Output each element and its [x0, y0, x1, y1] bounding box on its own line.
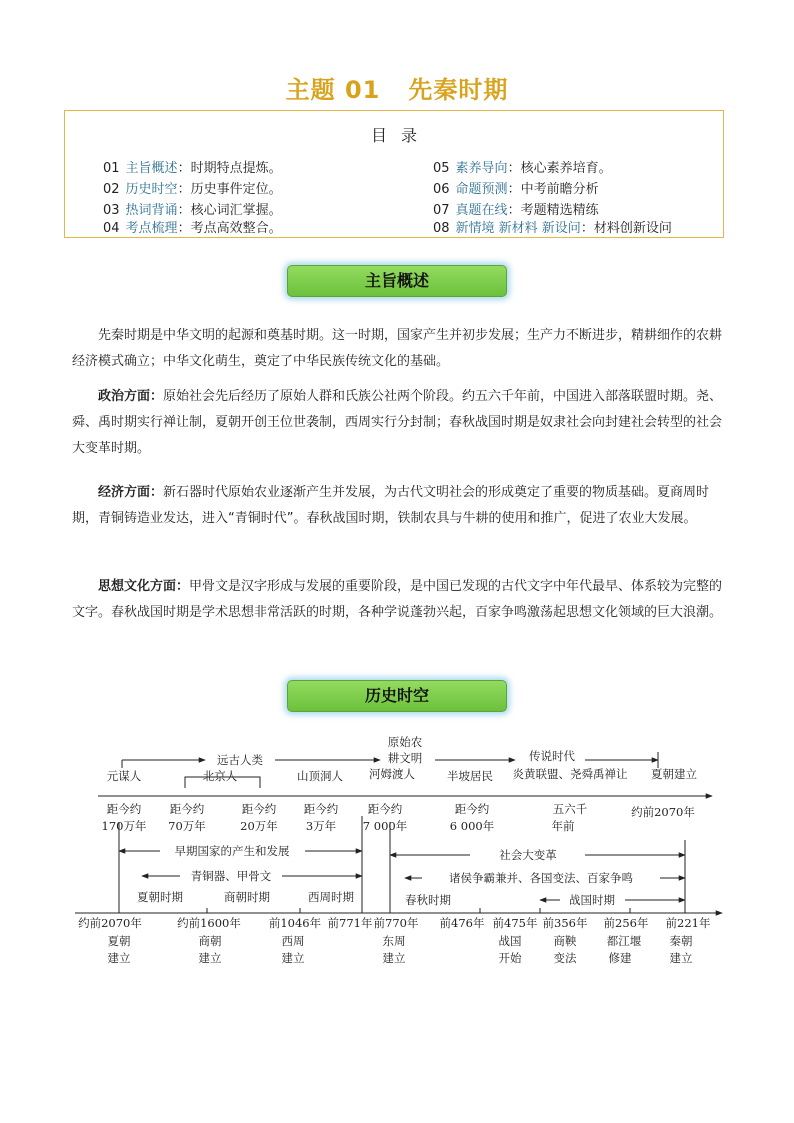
- event-beijing: 北京人: [202, 769, 238, 783]
- lower-event-l2: 修建: [608, 951, 632, 965]
- lower-event-l2: 变法: [553, 951, 577, 965]
- table-of-contents: [64, 110, 724, 238]
- culture-label: 思想文化方面：: [98, 579, 190, 594]
- toc-desc: ：核心素养培育。: [507, 161, 612, 176]
- lower-event-l2: 建立: [198, 951, 222, 965]
- toc-num: 03: [103, 203, 120, 218]
- page-title: [0, 70, 794, 105]
- toc-num: 01: [103, 161, 120, 176]
- lower-date: 约前2070年: [78, 916, 142, 930]
- upper-date-l1: 距今约: [367, 802, 403, 816]
- lower-date: 前1046年: [268, 916, 322, 930]
- period-western-zhou: 西周时期: [308, 890, 354, 904]
- lower-event-l2: 建立: [669, 951, 693, 965]
- lower-event-l1: 秦朝: [669, 934, 693, 948]
- lower-event-l1: 东周: [382, 934, 406, 948]
- upper-date-l2: 7 000年: [362, 819, 408, 833]
- toc-topic: 历史时空: [125, 182, 178, 197]
- overview-culture: [72, 574, 724, 626]
- event-shanding: 山顶洞人: [297, 769, 343, 783]
- lower-event-l1: 西周: [281, 934, 305, 948]
- lower-event-l1: 都江堰: [606, 934, 642, 948]
- label-primitive-farming-2: 耕文明: [387, 751, 423, 765]
- label-social-change: 社会大变革: [499, 848, 557, 862]
- upper-date-l1: 距今约: [303, 802, 339, 816]
- toc-topic: 命题预测: [455, 182, 508, 197]
- toc-desc: ：时期特点提炼。: [177, 161, 282, 176]
- overview-intro: 先秦时期是中华文明的起源和奠基时期。这一时期，国家产生并初步发展；生产力不断进步，精耕细作的农耕经济模式确立；中华文化萌生，奠定了中华民族传统文化的基础。: [72, 328, 723, 369]
- upper-date-l2: 70万年: [168, 819, 206, 833]
- toc-num: 08: [433, 221, 450, 236]
- lower-event-l1: 商朝: [198, 934, 222, 948]
- event-xia-founded: 夏朝建立: [651, 767, 697, 781]
- toc-desc: ：中考前瞻分析: [507, 182, 599, 197]
- label-bronze-oracle: 青铜器、甲骨文: [190, 869, 272, 883]
- upper-date-l1: 距今约: [169, 802, 205, 816]
- toc-topic: 真题在线: [455, 203, 508, 218]
- toc-item-03[interactable]: [103, 199, 282, 218]
- toc-num: 05: [433, 161, 450, 176]
- politics-label: 政治方面：: [98, 389, 164, 404]
- upper-date-l2: 6 000年: [449, 819, 495, 833]
- lower-event-l2: 开始: [498, 951, 522, 965]
- lower-date: 前356年: [542, 916, 588, 930]
- toc-num: 04: [103, 221, 120, 236]
- title-prefix: 主题 01: [285, 76, 381, 104]
- upper-date-l2: 3万年: [305, 819, 337, 833]
- section-header-overview: 主旨概述: [287, 265, 507, 297]
- toc-num: 06: [433, 182, 450, 197]
- upper-date-l1: 距今约: [454, 802, 490, 816]
- lower-date: 前771年: [327, 916, 373, 930]
- toc-num: 02: [103, 182, 120, 197]
- toc-item-06[interactable]: [433, 178, 599, 197]
- lower-date: 前476年: [439, 916, 485, 930]
- toc-desc: ：核心词汇掌握。: [177, 203, 282, 218]
- period-xia: 夏朝时期: [137, 890, 183, 904]
- lower-date: 前256年: [603, 916, 649, 930]
- lower-date: 约前1600年: [177, 916, 241, 930]
- upper-date-l2: 年前: [551, 819, 575, 833]
- section-header-timespace: 历史时空: [287, 680, 507, 712]
- economy-label: 经济方面：: [98, 485, 164, 500]
- label-legend-era: 传说时代: [529, 749, 575, 763]
- period-spring-autumn: 春秋时期: [405, 893, 451, 907]
- toc-num: 07: [433, 203, 450, 218]
- toc-topic: 主旨概述: [125, 161, 178, 176]
- lower-event-l2: 建立: [281, 951, 305, 965]
- label-hegemony: 诸侯争霸兼并、各国变法、百家争鸣: [449, 871, 633, 885]
- lower-date: 前770年: [373, 916, 419, 930]
- event-yuanmou: 元谋人: [106, 769, 142, 783]
- event-banpo: 半坡居民: [447, 769, 493, 783]
- toc-item-01[interactable]: [103, 157, 282, 176]
- label-early-states: 早期国家的产生和发展: [174, 844, 290, 858]
- upper-date-l1: 距今约: [241, 802, 277, 816]
- toc-topic: 新情境 新材料 新设问: [455, 221, 581, 236]
- lower-date: 前475年: [492, 916, 538, 930]
- toc-desc: ：考题精选精练: [507, 203, 599, 218]
- event-hemudu: 河姆渡人: [369, 767, 415, 781]
- toc-heading: 目录: [370, 126, 431, 145]
- toc-topic: 热词背诵: [125, 203, 178, 218]
- toc-item-07[interactable]: [433, 199, 599, 218]
- period-shang: 商朝时期: [224, 890, 270, 904]
- toc-desc: ：材料创新设问: [580, 221, 672, 236]
- lower-event-l1: 商鞅: [553, 934, 577, 948]
- label-ancient-humans: 远古人类: [217, 753, 263, 767]
- upper-date-l2: 170万年: [101, 819, 147, 833]
- history-timeline: [0, 730, 794, 975]
- toc-item-05[interactable]: [433, 157, 612, 176]
- lower-date: 前221年: [665, 916, 711, 930]
- upper-date-l1: 距今约: [106, 802, 142, 816]
- toc-topic: 考点梳理: [125, 221, 178, 236]
- toc-item-02[interactable]: [103, 178, 282, 197]
- toc-topic: 素养导向: [455, 161, 508, 176]
- toc-item-04[interactable]: [103, 217, 282, 236]
- upper-date-l2: 20万年: [240, 819, 278, 833]
- title-name: 先秦时期: [408, 76, 509, 104]
- politics-text: 原始社会先后经历了原始人群和氏族公社两个阶段。约五六千年前，中国进入部落联盟时期。尧、舜、禹时期实行禅让制，夏朝开创王位世袭制，西周实行分封制；春秋战国时期是奴隶社会向封建社会转型的社会大变革时期。: [72, 389, 723, 456]
- lower-event-l1: 战国: [498, 934, 522, 948]
- label-primitive-farming-1: 原始农: [387, 735, 423, 749]
- lower-event-l1: 夏朝: [107, 934, 131, 948]
- toc-desc: ：历史事件定位。: [177, 182, 282, 197]
- upper-date-l1: 五六千: [552, 802, 588, 816]
- lower-event-l2: 建立: [107, 951, 131, 965]
- toc-item-08[interactable]: [433, 217, 672, 236]
- lower-event-l2: 建立: [382, 951, 406, 965]
- overview-politics: [72, 384, 724, 462]
- culture-text: 甲骨文是汉字形成与发展的重要阶段，是中国已发现的古代文字中年代最早、体系较为完整的文字。春秋战国时期是学术思想非常活跃的时期，各种学说蓬勃兴起，百家争鸣激荡起思想文化领域的巨大浪潮。: [72, 579, 723, 620]
- overview-economy: [72, 480, 724, 532]
- economy-text: 新石器时代原始农业逐渐产生并发展，为古代文明社会的形成奠定了重要的物质基础。夏商周时期，青铜铸造业发达，进入“青铜时代”。春秋战国时期，铁制农具与牛耕的使用和推广，促进了农业大发展。: [72, 485, 710, 526]
- event-yanhuang: 炎黄联盟、尧舜禹禅让: [512, 767, 628, 781]
- toc-desc: ：考点高效整合。: [177, 221, 282, 236]
- period-warring-states: 战国时期: [569, 893, 615, 907]
- upper-date-l1: 约前2070年: [631, 805, 695, 819]
